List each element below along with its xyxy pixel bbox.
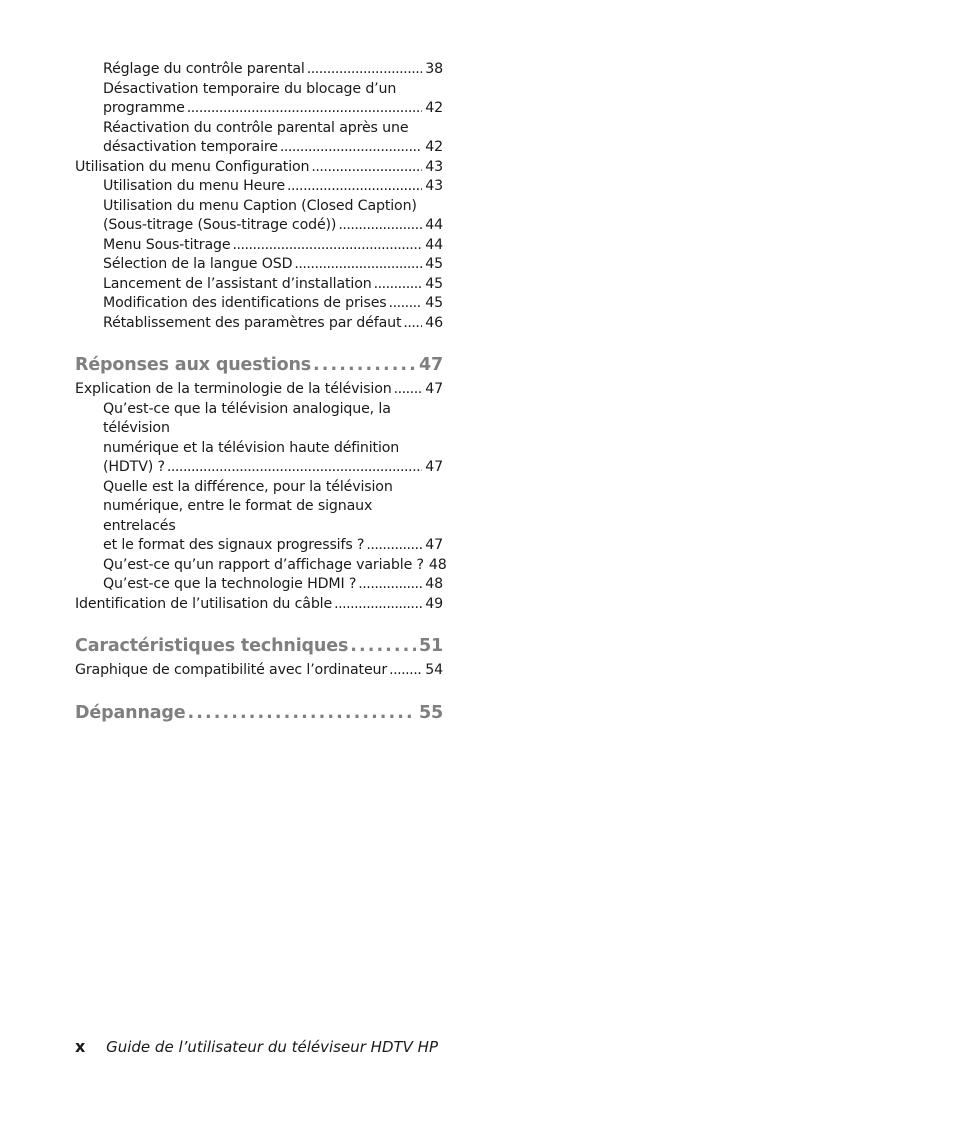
toc-page-number: 47 <box>425 381 443 397</box>
toc-entry-text: Menu Sous-titrage <box>103 236 231 253</box>
toc-entry-text: Qu’est-ce que la technologie HDMI ? <box>103 576 357 592</box>
toc-entry[interactable] <box>75 119 443 158</box>
toc-entry-text: Explication de la terminologie de la télévision <box>75 381 392 397</box>
toc-entry-text: numérique et la télévision haute définition <box>103 439 400 456</box>
toc-entry-text: Lancement de l’assistant d’installation <box>103 275 372 292</box>
toc-page-number: 44 <box>425 236 443 253</box>
toc-entry[interactable] <box>75 158 443 178</box>
toc-entry-text: Sélection de la langue OSD <box>103 256 293 272</box>
toc-entry-text: Identification de l’utilisation du câble <box>75 595 333 612</box>
toc-entry-text: Modification des identifications de prises <box>103 295 387 311</box>
toc-entry[interactable] <box>75 595 443 615</box>
page-footer <box>75 1037 438 1056</box>
dot-leader <box>167 458 422 478</box>
toc-entry-text: (HDTV) ? <box>103 459 165 475</box>
toc-page-number: 43 <box>425 178 443 194</box>
toc-entry[interactable] <box>75 294 443 314</box>
toc-page-number: 47 <box>418 355 443 375</box>
toc-entry-text: désactivation temporaire <box>103 139 278 155</box>
toc-page-number: 45 <box>425 295 443 311</box>
toc-entry[interactable] <box>75 236 443 256</box>
toc-entry[interactable] <box>75 255 443 275</box>
toc-entry-text: Caractéristiques techniques <box>75 636 349 656</box>
toc-page-number: 51 <box>418 636 443 656</box>
page-number: x <box>75 1037 86 1056</box>
toc-page-number: 49 <box>425 595 443 612</box>
toc-entry-text: Utilisation du menu Caption (Closed Caption) <box>103 197 417 214</box>
toc-page-number: 46 <box>425 314 443 331</box>
toc-page-number: 45 <box>425 275 443 292</box>
dot-leader <box>366 536 422 556</box>
toc-entry[interactable] <box>75 556 447 576</box>
toc-entry-text: Qu’est-ce qu’un rapport d’affichage variable ? <box>103 556 424 573</box>
toc-entry-text: programme <box>103 100 185 116</box>
toc-page-number: 38 <box>425 61 443 77</box>
dot-leader <box>287 177 422 197</box>
toc-entry-text: Réponses aux questions <box>75 355 312 375</box>
dot-leader <box>350 633 416 659</box>
toc-entry-text: Utilisation du menu Heure <box>103 178 285 194</box>
toc-entry-text: Réactivation du contrôle parental après une <box>103 119 409 136</box>
toc-page-number: 54 <box>425 662 443 678</box>
toc-page-number: 55 <box>418 702 443 723</box>
dot-leader <box>188 700 416 726</box>
dot-leader <box>358 575 422 595</box>
toc-entry[interactable] <box>75 275 443 295</box>
dot-leader <box>389 294 423 314</box>
toc-page-number: 42 <box>425 100 443 116</box>
dot-leader <box>403 314 422 334</box>
toc-entry[interactable] <box>75 575 443 595</box>
toc-entry-text: Graphique de compatibilité avec l’ordinateur <box>75 662 388 678</box>
toc-entry[interactable] <box>75 380 443 400</box>
toc-entry-text: Rétablissement des paramètres par défaut <box>103 314 402 331</box>
toc-entry-text: Dépannage <box>75 702 186 723</box>
toc-page-number: 43 <box>425 158 443 175</box>
dot-leader <box>280 138 422 158</box>
dot-leader <box>389 661 422 681</box>
toc-page-number: 45 <box>425 256 443 272</box>
toc-entry-text: Désactivation temporaire du blocage d’un <box>103 80 397 97</box>
toc-entry[interactable] <box>75 177 443 197</box>
dot-leader <box>334 595 422 615</box>
toc-entry-text: Utilisation du menu Configuration <box>75 158 310 175</box>
toc-section-heading[interactable] <box>75 633 443 659</box>
dot-leader <box>307 60 423 80</box>
toc-entry[interactable] <box>75 314 443 334</box>
dot-leader <box>232 236 422 256</box>
dot-leader <box>311 158 422 178</box>
toc-section-heading[interactable] <box>75 352 443 378</box>
toc-page-number: 47 <box>425 537 443 553</box>
document-title: Guide de l’utilisateur du téléviseur HDTV HP <box>106 1038 439 1056</box>
toc-entry[interactable] <box>75 478 443 556</box>
toc-entry[interactable] <box>75 197 443 236</box>
dot-leader <box>374 275 423 295</box>
toc-entry[interactable] <box>75 80 443 119</box>
dot-leader <box>294 255 422 275</box>
dot-leader <box>338 216 422 236</box>
toc-page-number: 42 <box>425 139 443 155</box>
dot-leader <box>187 99 422 119</box>
toc-page-number: 47 <box>425 459 443 475</box>
toc-section-heading[interactable] <box>75 700 443 726</box>
toc-entry-text: Qu’est-ce que la télévision analogique, la télévision <box>103 400 391 436</box>
table-of-contents <box>75 60 447 728</box>
toc-page-number: 44 <box>425 217 443 233</box>
dot-leader <box>313 352 416 378</box>
toc-page-number: 48 <box>425 576 443 592</box>
dot-leader <box>394 380 423 400</box>
toc-entry[interactable] <box>75 661 443 681</box>
toc-entry-text: et le format des signaux progressifs ? <box>103 537 365 553</box>
toc-entry-text: (Sous-titrage (Sous-titrage codé)) <box>103 217 337 233</box>
toc-entry-text: numérique, entre le format de signaux entrelacés <box>103 498 373 534</box>
toc-entry-text: Quelle est la différence, pour la télévision <box>103 478 393 495</box>
toc-entry[interactable] <box>75 60 443 80</box>
toc-page-number: 48 <box>428 556 447 573</box>
toc-entry[interactable] <box>75 400 443 478</box>
toc-entry-text: Réglage du contrôle parental <box>103 61 305 77</box>
